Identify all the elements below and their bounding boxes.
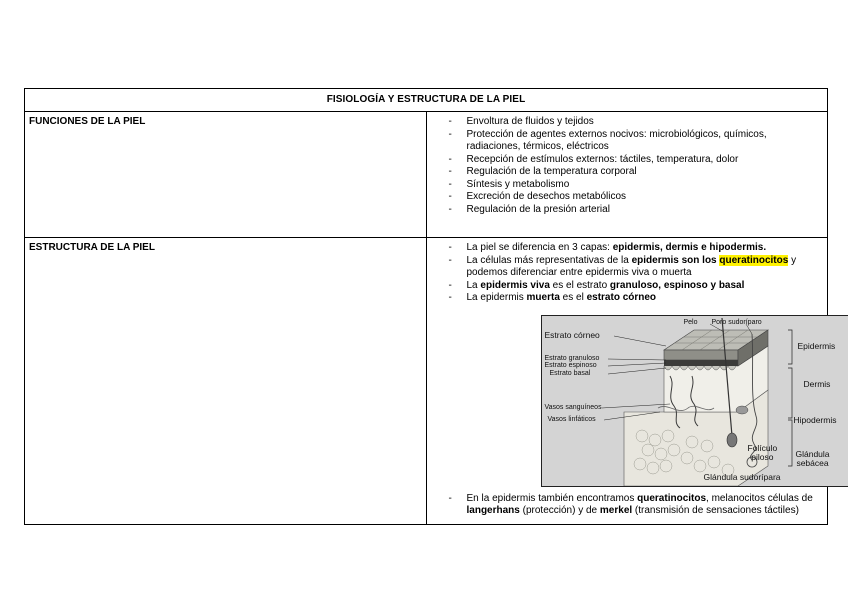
label-glandula-sebacea: Glándula sebácea [795, 448, 830, 468]
hair-bulb [727, 433, 737, 447]
label-epidermis: Epidermis [797, 340, 836, 351]
label-vasos-sanguineos: Vasos sanguíneos [544, 403, 602, 411]
label-estrato-granuloso: Estrato granuloso [544, 354, 600, 362]
text-run: La piel se diferencia en 3 capas: [466, 242, 613, 253]
text-run: es el [559, 292, 587, 303]
bold-text: epidermis, dermis e hipodermis. [612, 242, 767, 253]
funciones-row [25, 112, 828, 238]
list-item [449, 255, 820, 280]
label-poro-sudoriparo: Poro sudoríparo [711, 318, 762, 326]
list-item: - Síntesis y metabolismo [449, 179, 820, 192]
highlighted-text: queratinocitos [719, 254, 789, 266]
text-run: es el estrato [549, 279, 610, 291]
estructura-list-extra [449, 493, 820, 518]
funciones-content [426, 112, 828, 238]
label-glandula-sudoripara: Glándula sudorípara [703, 471, 781, 482]
text-run: y podemos diferenciar entre epidermis viva o muerta [466, 254, 797, 278]
funciones-list [449, 116, 820, 216]
list-item: - Regulación de la presión arterial [449, 204, 820, 217]
bold-text: estrato córneo [586, 292, 657, 303]
list-item: - Regulación de la temperatura corporal [449, 166, 820, 179]
text-run: En la epidermis también encontramos [466, 492, 638, 504]
text-run: , melanocitos células de [706, 492, 813, 504]
label-foliculo-piloso: Folículo piloso [747, 442, 778, 462]
funciones-label: FUNCIONES DE LA PIEL [25, 112, 427, 238]
text-run: La [466, 279, 481, 291]
sebaceous-gland [736, 406, 748, 414]
estructura-label: ESTRUCTURA DE LA PIEL [25, 238, 427, 525]
bold-text: langerhans [466, 505, 520, 516]
list-item: - Recepción de estímulos externos: táctiles, temperatura, dolor [449, 154, 820, 167]
basal-layer [664, 360, 738, 366]
estructura-content [426, 238, 837, 525]
bold-text: epidermis viva [480, 279, 550, 291]
papillae [664, 366, 736, 370]
figure-wrapper [449, 315, 837, 487]
list-item [449, 493, 820, 518]
epidermis-front [664, 350, 738, 360]
layer-brackets [788, 330, 792, 466]
bold-text: muerta [526, 292, 560, 303]
label-dermis: Dermis [803, 378, 831, 389]
bold-text: epidermis son los [631, 254, 720, 266]
estructura-list [449, 242, 820, 305]
list-item: - Envoltura de fluidos y tejidos [449, 116, 820, 129]
label-estrato-espinoso: Estrato espinoso [544, 361, 597, 369]
text-run: (transmisión de sensaciones táctiles) [632, 505, 799, 516]
list-item: - Excreción de desechos metabólicos [449, 191, 820, 204]
list-item [449, 292, 820, 305]
text-run: La células más representativas de la [466, 254, 632, 266]
estructura-row [25, 238, 828, 525]
label-vasos-linfaticos: Vasos linfáticos [547, 415, 596, 423]
text-run: La epidermis [466, 292, 527, 303]
list-item: - Protección de agentes externos nocivos: microbiológicos, químicos, radiaciones, térmicos, eléctricos [449, 129, 820, 154]
text-run: (protección) y de [519, 505, 600, 516]
skin-structure-figure [541, 315, 848, 487]
label-estrato-basal: Estrato basal [549, 369, 591, 377]
bold-text: merkel [599, 505, 633, 516]
label-pelo: Pelo [683, 318, 698, 326]
list-item [449, 280, 820, 293]
label-hipodermis: Hipodermis [793, 414, 837, 425]
label-estrato-corneo: Estrato córneo [544, 329, 600, 340]
list-item [449, 242, 820, 255]
document-table [24, 88, 837, 525]
bold-text: queratinocitos [637, 492, 707, 504]
title-row [25, 89, 828, 112]
table-title: FISIOLOGÍA Y ESTRUCTURA DE LA PIEL [25, 89, 828, 112]
bold-text: granuloso, espinoso y basal [609, 279, 745, 291]
